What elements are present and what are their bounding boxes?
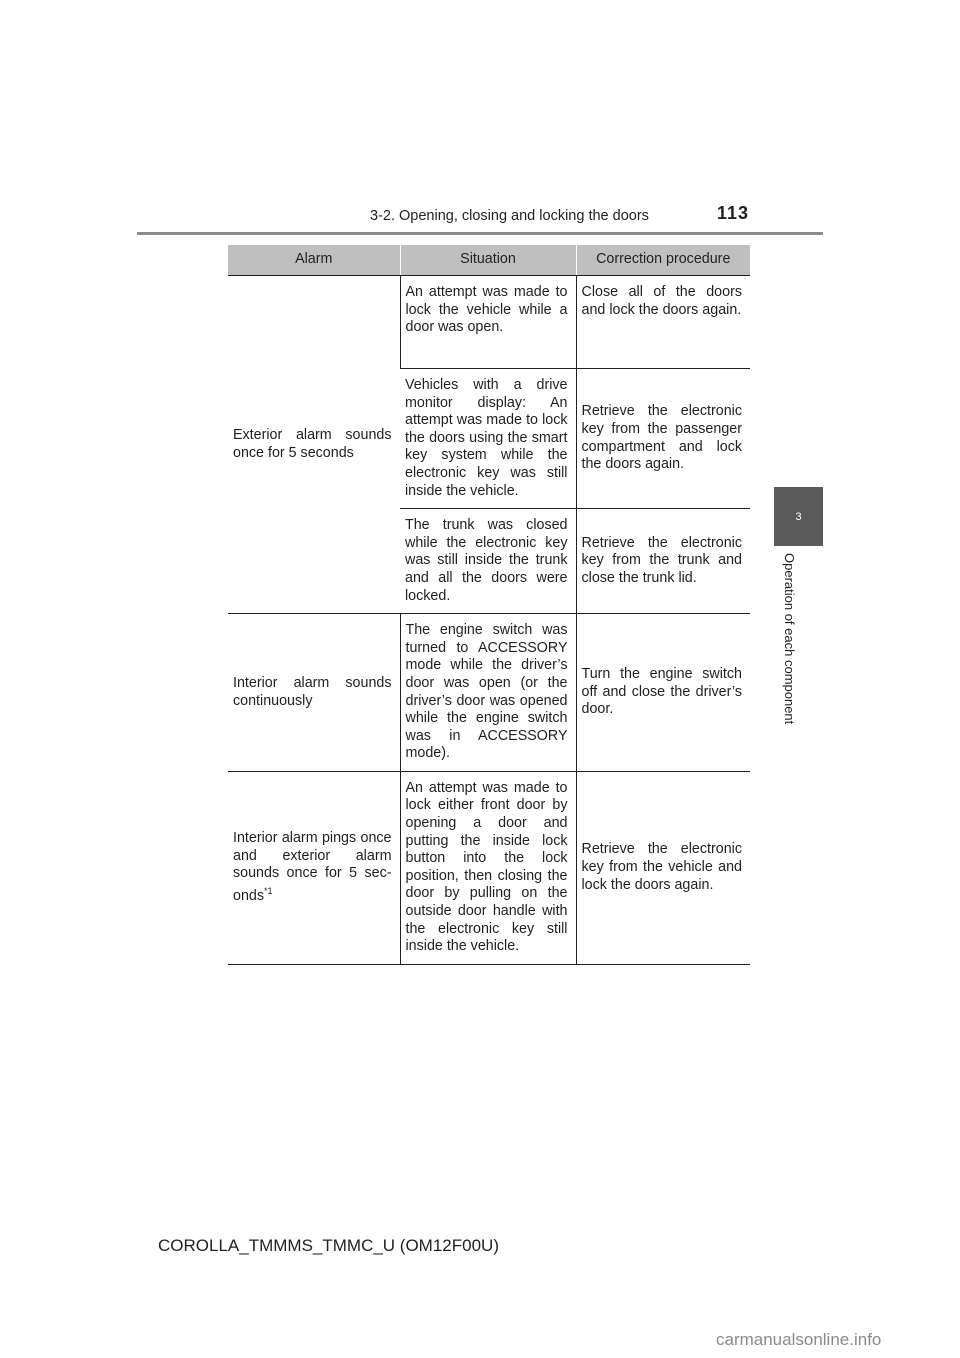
chapter-number: 3 xyxy=(795,510,802,523)
alarm-cell xyxy=(228,771,400,964)
table-header-row xyxy=(228,245,750,276)
situation-cell: An attempt was made to lock the vehicle while a door was open. xyxy=(400,276,576,369)
column-header-alarm: Alarm xyxy=(228,245,400,276)
alarm-table xyxy=(228,245,750,965)
header-divider xyxy=(137,232,823,235)
table-row xyxy=(228,276,750,369)
situation-cell: An attempt was made to lock either front door by opening a door and putting the inside lock button into the lock position, then closing the door by pulling on the outside door handle with the electronic key still inside the vehicle. xyxy=(400,771,576,964)
document-code: COROLLA_TMMMS_TMMC_U (OM12F00U) xyxy=(158,1236,499,1255)
footnote-marker: *1 xyxy=(264,885,273,896)
correction-cell: Close all of the doors and lock the doors again. xyxy=(576,276,750,369)
column-header-correction: Correction procedure xyxy=(576,245,750,276)
situation-cell: Vehicles with a drive monitor display: An attempt was made to lock the doors using the smart key system while the electronic key was still inside the vehicle. xyxy=(400,369,576,509)
chapter-tab[interactable] xyxy=(774,487,823,546)
column-header-situation: Situation xyxy=(400,245,576,276)
alarm-cell: Interior alarm sounds continuously xyxy=(228,614,400,772)
situation-cell: The trunk was closed while the electronic key was still inside the trunk and all the doors were locked. xyxy=(400,509,576,614)
correction-cell: Turn the engine switch off and close the driver’s door. xyxy=(576,614,750,772)
correction-cell: Retrieve the electronic key from the vehicle and lock the doors again. xyxy=(576,771,750,964)
page-number: 113 xyxy=(717,203,750,223)
section-title: 3-2. Opening, closing and locking the doors xyxy=(370,208,649,224)
table-row xyxy=(228,771,750,964)
alarm-cell: Exterior alarm sounds once for 5 seconds xyxy=(228,276,400,614)
situation-cell: The engine switch was turned to ACCESSORY mode while the driver’s door was open (or the driver’s door was opened while the engine switch was in ACCESSORY mode). xyxy=(400,614,576,772)
alarm-text: Interior alarm pings once and exterior alarm sounds once for 5 sec-onds xyxy=(233,830,392,904)
watermark: carmanualsonline.info xyxy=(716,1330,882,1349)
chapter-title: Operation of each component xyxy=(782,553,797,725)
correction-cell: Retrieve the electronic key from the trunk and close the trunk lid. xyxy=(576,509,750,614)
correction-cell: Retrieve the electronic key from the passenger compartment and lock the doors again. xyxy=(576,369,750,509)
table-row xyxy=(228,614,750,772)
